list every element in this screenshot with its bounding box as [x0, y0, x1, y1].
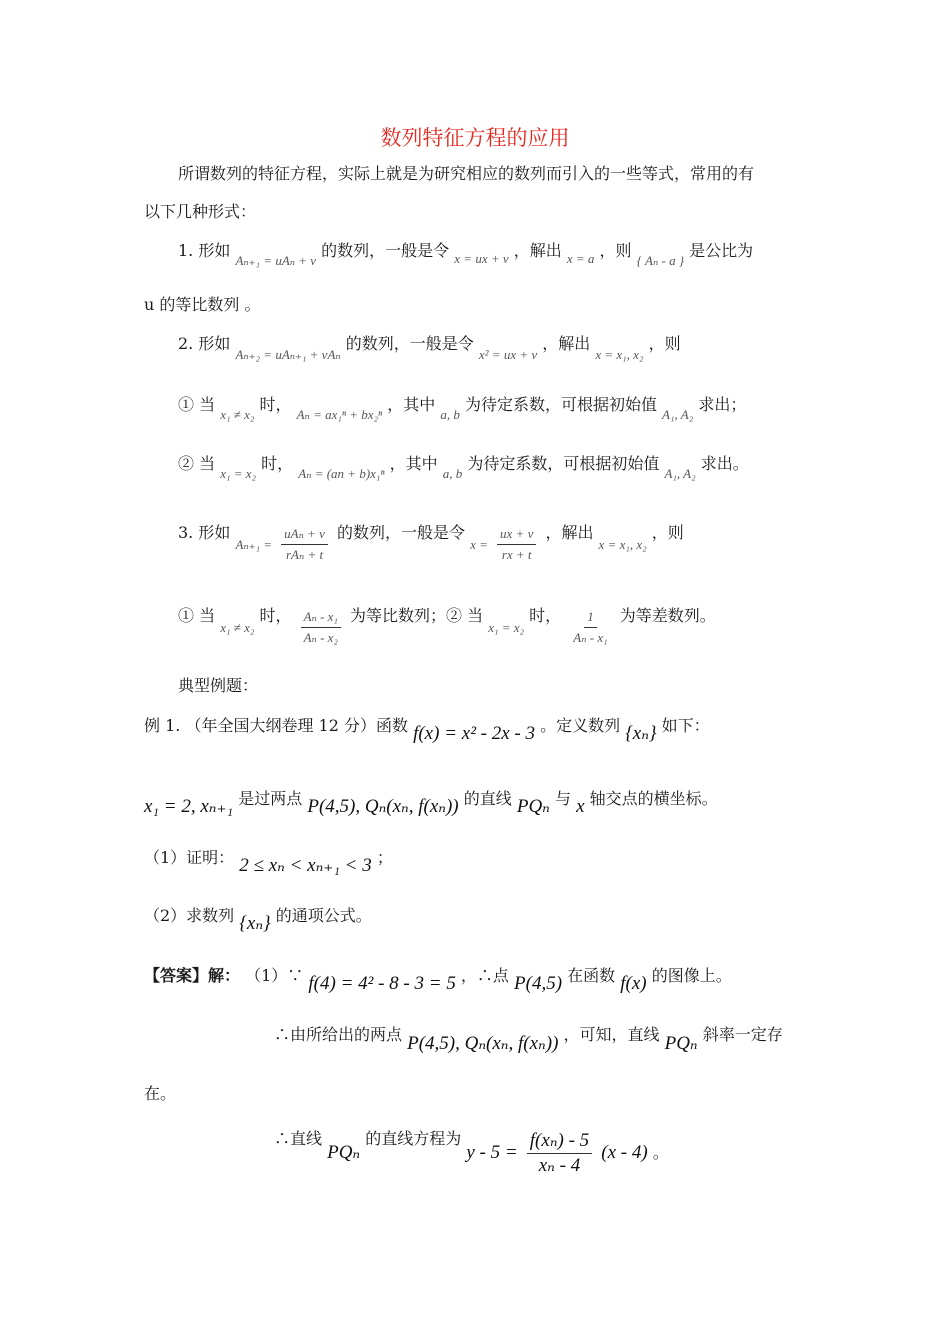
examples-heading: 典型例题： [178, 676, 259, 695]
item2-case1-form: Aₙ = ax₁ⁿ + bx₂ⁿ [296, 407, 383, 422]
item2-case2-tail1: 为待定系数，可根据初始值 [467, 454, 660, 473]
item3-case1-fraction [301, 608, 341, 647]
item2-case2-init: A₁, A₂ [664, 466, 696, 481]
item2-mid1: 的数列，一般是令 [345, 334, 474, 353]
item3-line [178, 522, 684, 567]
item2-case1 [178, 394, 747, 422]
example1-and: 与 [554, 789, 571, 808]
item3-eq-denominator: rx + t [501, 547, 532, 562]
item2-case2-params: a, b [442, 466, 463, 481]
item2-case1-init: A₁, A₂ [662, 407, 694, 422]
example1-points: P(4,5), Qₙ(xₙ, f(xₙ)) [307, 796, 459, 817]
item3-mid3: ，则 [651, 523, 684, 542]
example1-function: f(x) = x² - 2x - 3 [413, 723, 535, 744]
answer-line4-lhs: y - 5 = [466, 1142, 518, 1163]
item3-fraction-numerator: uAₙ + v [281, 525, 328, 545]
item3-case2-tail: 为等差数列。 [619, 606, 716, 625]
question1-label: （1）证明： [144, 848, 235, 867]
answer-line4-mid: 的直线方程为 [365, 1129, 462, 1148]
answer-line2 [274, 1024, 783, 1054]
example1-line-word: 的直线 [463, 789, 512, 808]
example1-sequence: {xₙ} [625, 723, 657, 744]
answer-line4-lead: ∴直线 [274, 1129, 323, 1148]
item3-cases [178, 605, 716, 650]
item3-label: 3. 形如 [178, 523, 231, 542]
item2-case2-tail2: 求出。 [700, 454, 749, 473]
item2-line [178, 333, 681, 362]
item2-case2 [178, 453, 749, 481]
item1-solution: x = a [566, 251, 595, 266]
question2-label: （2）求数列 [144, 906, 235, 925]
item2-case2-lead: ② 当 [178, 454, 216, 473]
item2-case1-tail1: 为待定系数，可根据初始值 [464, 395, 657, 414]
answer-calc: f(4) = 4² - 8 - 3 = 5 [308, 973, 456, 994]
answer-part: （1）∵ [245, 966, 304, 985]
intro-line-2: 以下几种形式： [144, 202, 257, 221]
item1-line [178, 240, 754, 268]
item3-eq-fraction [497, 525, 536, 564]
answer-line2-points: P(4,5), Qₙ(xₙ, f(xₙ)) [407, 1033, 559, 1054]
item2-case1-mid: ，其中 [387, 395, 436, 414]
item2-label: 2. 形如 [178, 334, 231, 353]
item2-case2-mid: ，其中 [389, 454, 438, 473]
example1-recurrence: x₁ = 2, xₙ₊₁ [144, 796, 234, 817]
item3-lhs: Aₙ₊₁ = [235, 537, 273, 552]
item3-case2-denominator: Aₙ - x₁ [573, 630, 608, 645]
item3-case1-tail: 为等比数列；② 当 [350, 606, 484, 625]
item2-solution: x = x₁, x₂ [595, 347, 644, 362]
item3-fraction-denominator: rAₙ + t [285, 547, 324, 562]
item3-case1-lead: ① 当 [178, 606, 216, 625]
example1-line2 [144, 788, 718, 817]
answer-line4-numerator: f(xₙ) - 5 [527, 1130, 592, 1154]
question2-sequence: {xₙ} [239, 913, 271, 934]
item3-case1-cond: x₁ ≠ x₂ [220, 620, 255, 635]
item1-formula: Aₙ₊₁ = uAₙ + v [235, 253, 317, 268]
item2-case1-when: 时， [259, 395, 292, 414]
answer-line4-rhs: (x - 4) [601, 1142, 648, 1163]
example1-as-follows: 如下： [661, 716, 710, 735]
item1-continuation: u 的等比数列 。 [144, 295, 261, 314]
item3-mid2: ，解出 [545, 523, 594, 542]
item3-case2-when: 时， [529, 606, 562, 625]
item2-formula: Aₙ₊₂ = uAₙ₊₁ + vAₙ [235, 347, 341, 362]
answer-line2-tail: 斜率一定存 [702, 1025, 783, 1044]
item3-mid1: 的数列，一般是令 [337, 523, 466, 542]
answer-tail: 的图像上。 [651, 966, 732, 985]
item2-case2-when: 时， [261, 454, 294, 473]
answer-label: 【答案】解： [144, 966, 241, 985]
item3-case1-denominator: Aₙ - x₂ [303, 630, 338, 645]
page-title: 数列特征方程的应用 [380, 126, 570, 150]
item3-case1-numerator: Aₙ - x₁ [301, 608, 341, 628]
item2-case1-lead: ① 当 [178, 395, 216, 414]
item1-mid1: 的数列，一般是令 [321, 241, 450, 260]
answer-therefore-point: ，∴点 [460, 966, 509, 985]
question1-line [144, 847, 393, 876]
question2-tail: 的通项公式。 [275, 906, 372, 925]
answer-line2-lead: ∴由所给出的两点 [274, 1025, 403, 1044]
example1-intro: 例 1. （年全国大纲卷理 12 分）函数 [144, 716, 408, 735]
answer-point: P(4,5) [514, 973, 563, 994]
item2-mid3: ，则 [648, 334, 681, 353]
answer-on-function: 在函数 [567, 966, 616, 985]
example1-define: 。定义数列 [540, 716, 621, 735]
example1-through: 是过两点 [238, 789, 303, 808]
item3-case2-cond: x₁ = x₂ [488, 620, 525, 635]
item2-mid2: ，解出 [542, 334, 591, 353]
item3-fraction [281, 525, 328, 564]
item1-mid3: ，则 [599, 241, 632, 260]
answer-line4-line: PQₙ [327, 1142, 361, 1163]
item3-solution: x = x₁, x₂ [598, 537, 647, 552]
item1-label: 1. 形如 [178, 241, 231, 260]
example1-line-name: PQₙ [516, 796, 550, 817]
item3-case2-fraction [570, 608, 610, 647]
answer-line4-denominator: xₙ - 4 [538, 1155, 581, 1176]
example1-axis: x [576, 796, 585, 817]
item2-case1-cond: x₁ ≠ x₂ [220, 407, 255, 422]
item3-eq-numerator: ux + v [497, 525, 536, 545]
answer-line2-line: PQₙ [664, 1033, 698, 1054]
question1-inequality: 2 ≤ xₙ < xₙ₊₁ < 3 [239, 855, 372, 876]
answer-line4-fraction [527, 1130, 592, 1177]
item3-case1-when: 时， [259, 606, 292, 625]
intro-line-1: 所谓数列的特征方程，实际上就是为研究相应的数列而引入的一些等式，常用的有 [178, 164, 755, 183]
example1-intercept: 轴交点的横坐标。 [589, 789, 718, 808]
answer-line3: 在。 [144, 1084, 177, 1103]
item3-case2-numerator: 1 [584, 608, 597, 628]
item2-case2-form: Aₙ = (an + b)x₁ⁿ [298, 466, 385, 481]
item1-mid2: ，解出 [513, 241, 562, 260]
item1-eq: x = ux + v [454, 251, 509, 266]
item2-case2-cond: x₁ = x₂ [220, 466, 257, 481]
item2-eq: x² = ux + v [478, 347, 538, 362]
answer-line4-end: 。 [652, 1143, 669, 1162]
answer-line2-mid: ，可知，直线 [563, 1025, 660, 1044]
item1-sequence: { Aₙ - a } [636, 253, 685, 268]
example1-line1 [144, 715, 710, 744]
answer-function: f(x) [620, 973, 647, 994]
item3-eq-lhs: x = [470, 537, 488, 552]
question1-tail: ； [376, 848, 393, 867]
question2-line [144, 905, 372, 934]
item1-tail: 是公比为 [689, 241, 754, 260]
answer-line4 [274, 1128, 669, 1178]
item2-case1-tail2: 求出； [698, 395, 747, 414]
answer-line1 [144, 965, 732, 994]
item2-case1-params: a, b [440, 407, 460, 422]
